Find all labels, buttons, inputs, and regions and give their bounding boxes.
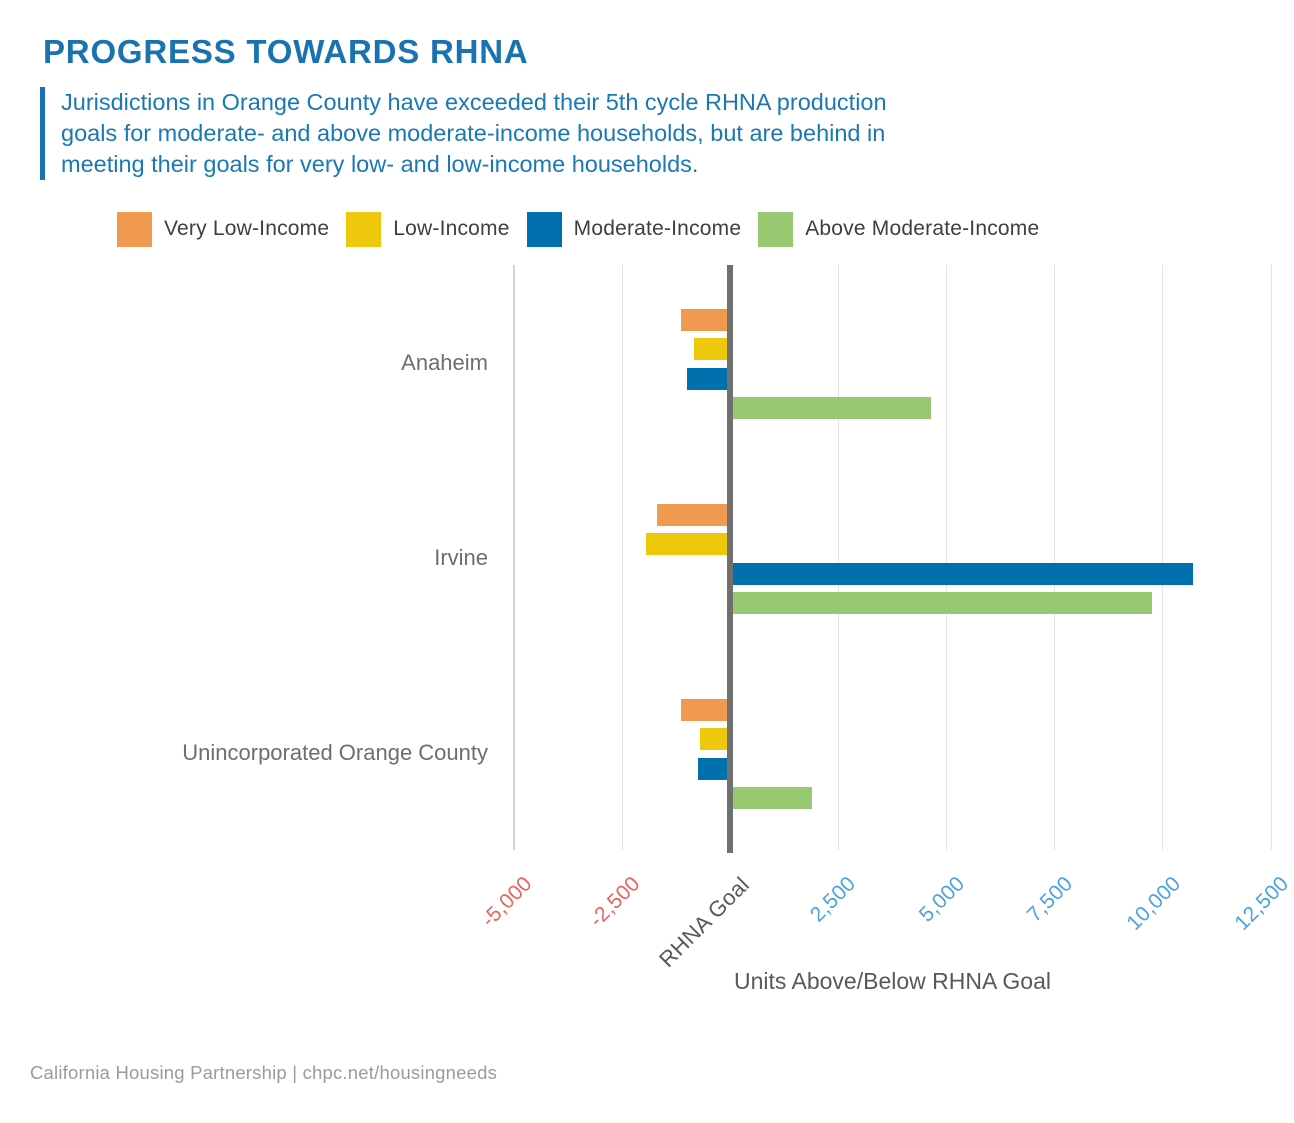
bar-irvine-very-low-income bbox=[657, 504, 731, 526]
x-axis-title: Units Above/Below RHNA Goal bbox=[733, 968, 1052, 994]
chart-legend bbox=[117, 211, 1039, 247]
legend-item-label: Above Moderate-Income bbox=[805, 217, 1040, 240]
gridline-2-500 bbox=[838, 265, 839, 850]
bar-anaheim-very-low-income bbox=[681, 309, 731, 331]
category-label-irvine: Irvine bbox=[434, 544, 488, 570]
category-label-anaheim: Anaheim bbox=[401, 349, 488, 375]
x-tick-label-5-000: -5,000 bbox=[476, 872, 537, 932]
gridline-12-500 bbox=[1271, 265, 1272, 850]
bar-unincorporated-orange-county-above-moderate-income bbox=[730, 787, 812, 809]
very-low-income-swatch-icon bbox=[117, 212, 152, 247]
bar-chart-plot-area bbox=[0, 265, 1294, 857]
x-tick-label-2-500: 2,500 bbox=[806, 872, 861, 927]
above-moderate-income-swatch-icon bbox=[758, 212, 793, 247]
subtitle-line-2: goals for moderate- and above moderate-income households, but are behind in bbox=[61, 120, 886, 146]
low-income-swatch-icon bbox=[346, 212, 381, 247]
gridline-5-000 bbox=[513, 265, 515, 850]
legend-item-very-low-income bbox=[117, 212, 329, 247]
x-tick-label-7-500: 7,500 bbox=[1022, 872, 1077, 927]
bar-unincorporated-orange-county-very-low-income bbox=[681, 699, 731, 721]
footer-credit: California Housing Partnership | chpc.net/housingneeds bbox=[30, 1062, 498, 1083]
bar-anaheim-low-income bbox=[694, 338, 731, 360]
bar-irvine-moderate-income bbox=[730, 563, 1193, 585]
subtitle-callout bbox=[40, 87, 887, 180]
subtitle-line-1: Jurisdictions in Orange County have exceeded their 5th cycle RHNA production bbox=[61, 89, 887, 115]
x-tick-label-12-500: 12,500 bbox=[1230, 872, 1294, 935]
bar-unincorporated-orange-county-moderate-income bbox=[698, 758, 730, 780]
gridline-7-500 bbox=[1054, 265, 1055, 850]
rhna-goal-zero-line bbox=[727, 265, 733, 853]
gridline-10-000 bbox=[1162, 265, 1163, 850]
legend-item-low-income bbox=[346, 212, 509, 247]
x-tick-label-10-000: 10,000 bbox=[1122, 872, 1186, 935]
gridline-5-000 bbox=[946, 265, 947, 850]
page-title: PROGRESS TOWARDS RHNA bbox=[43, 33, 529, 70]
x-tick-label-rhna-goal: RHNA Goal bbox=[653, 872, 754, 972]
bar-irvine-low-income bbox=[646, 533, 730, 555]
legend-item-label: Low-Income bbox=[393, 217, 510, 240]
bar-unincorporated-orange-county-low-income bbox=[700, 728, 730, 750]
bar-anaheim-moderate-income bbox=[687, 368, 730, 390]
x-tick-label-2-500: -2,500 bbox=[584, 872, 645, 932]
legend-item-moderate-income bbox=[527, 212, 742, 247]
bar-anaheim-above-moderate-income bbox=[730, 397, 931, 419]
gridline-2-500 bbox=[622, 265, 623, 850]
x-tick-label-5-000: 5,000 bbox=[914, 872, 969, 927]
legend-item-label: Very Low-Income bbox=[164, 217, 330, 240]
bar-irvine-above-moderate-income bbox=[730, 592, 1152, 614]
legend-item-above-moderate-income bbox=[758, 212, 1039, 247]
subtitle-line-3: meeting their goals for very low- and low-income households. bbox=[61, 151, 699, 177]
category-label-unincorporated-orange-county: Unincorporated Orange County bbox=[182, 739, 488, 765]
moderate-income-swatch-icon bbox=[527, 212, 562, 247]
legend-item-label: Moderate-Income bbox=[573, 217, 742, 240]
